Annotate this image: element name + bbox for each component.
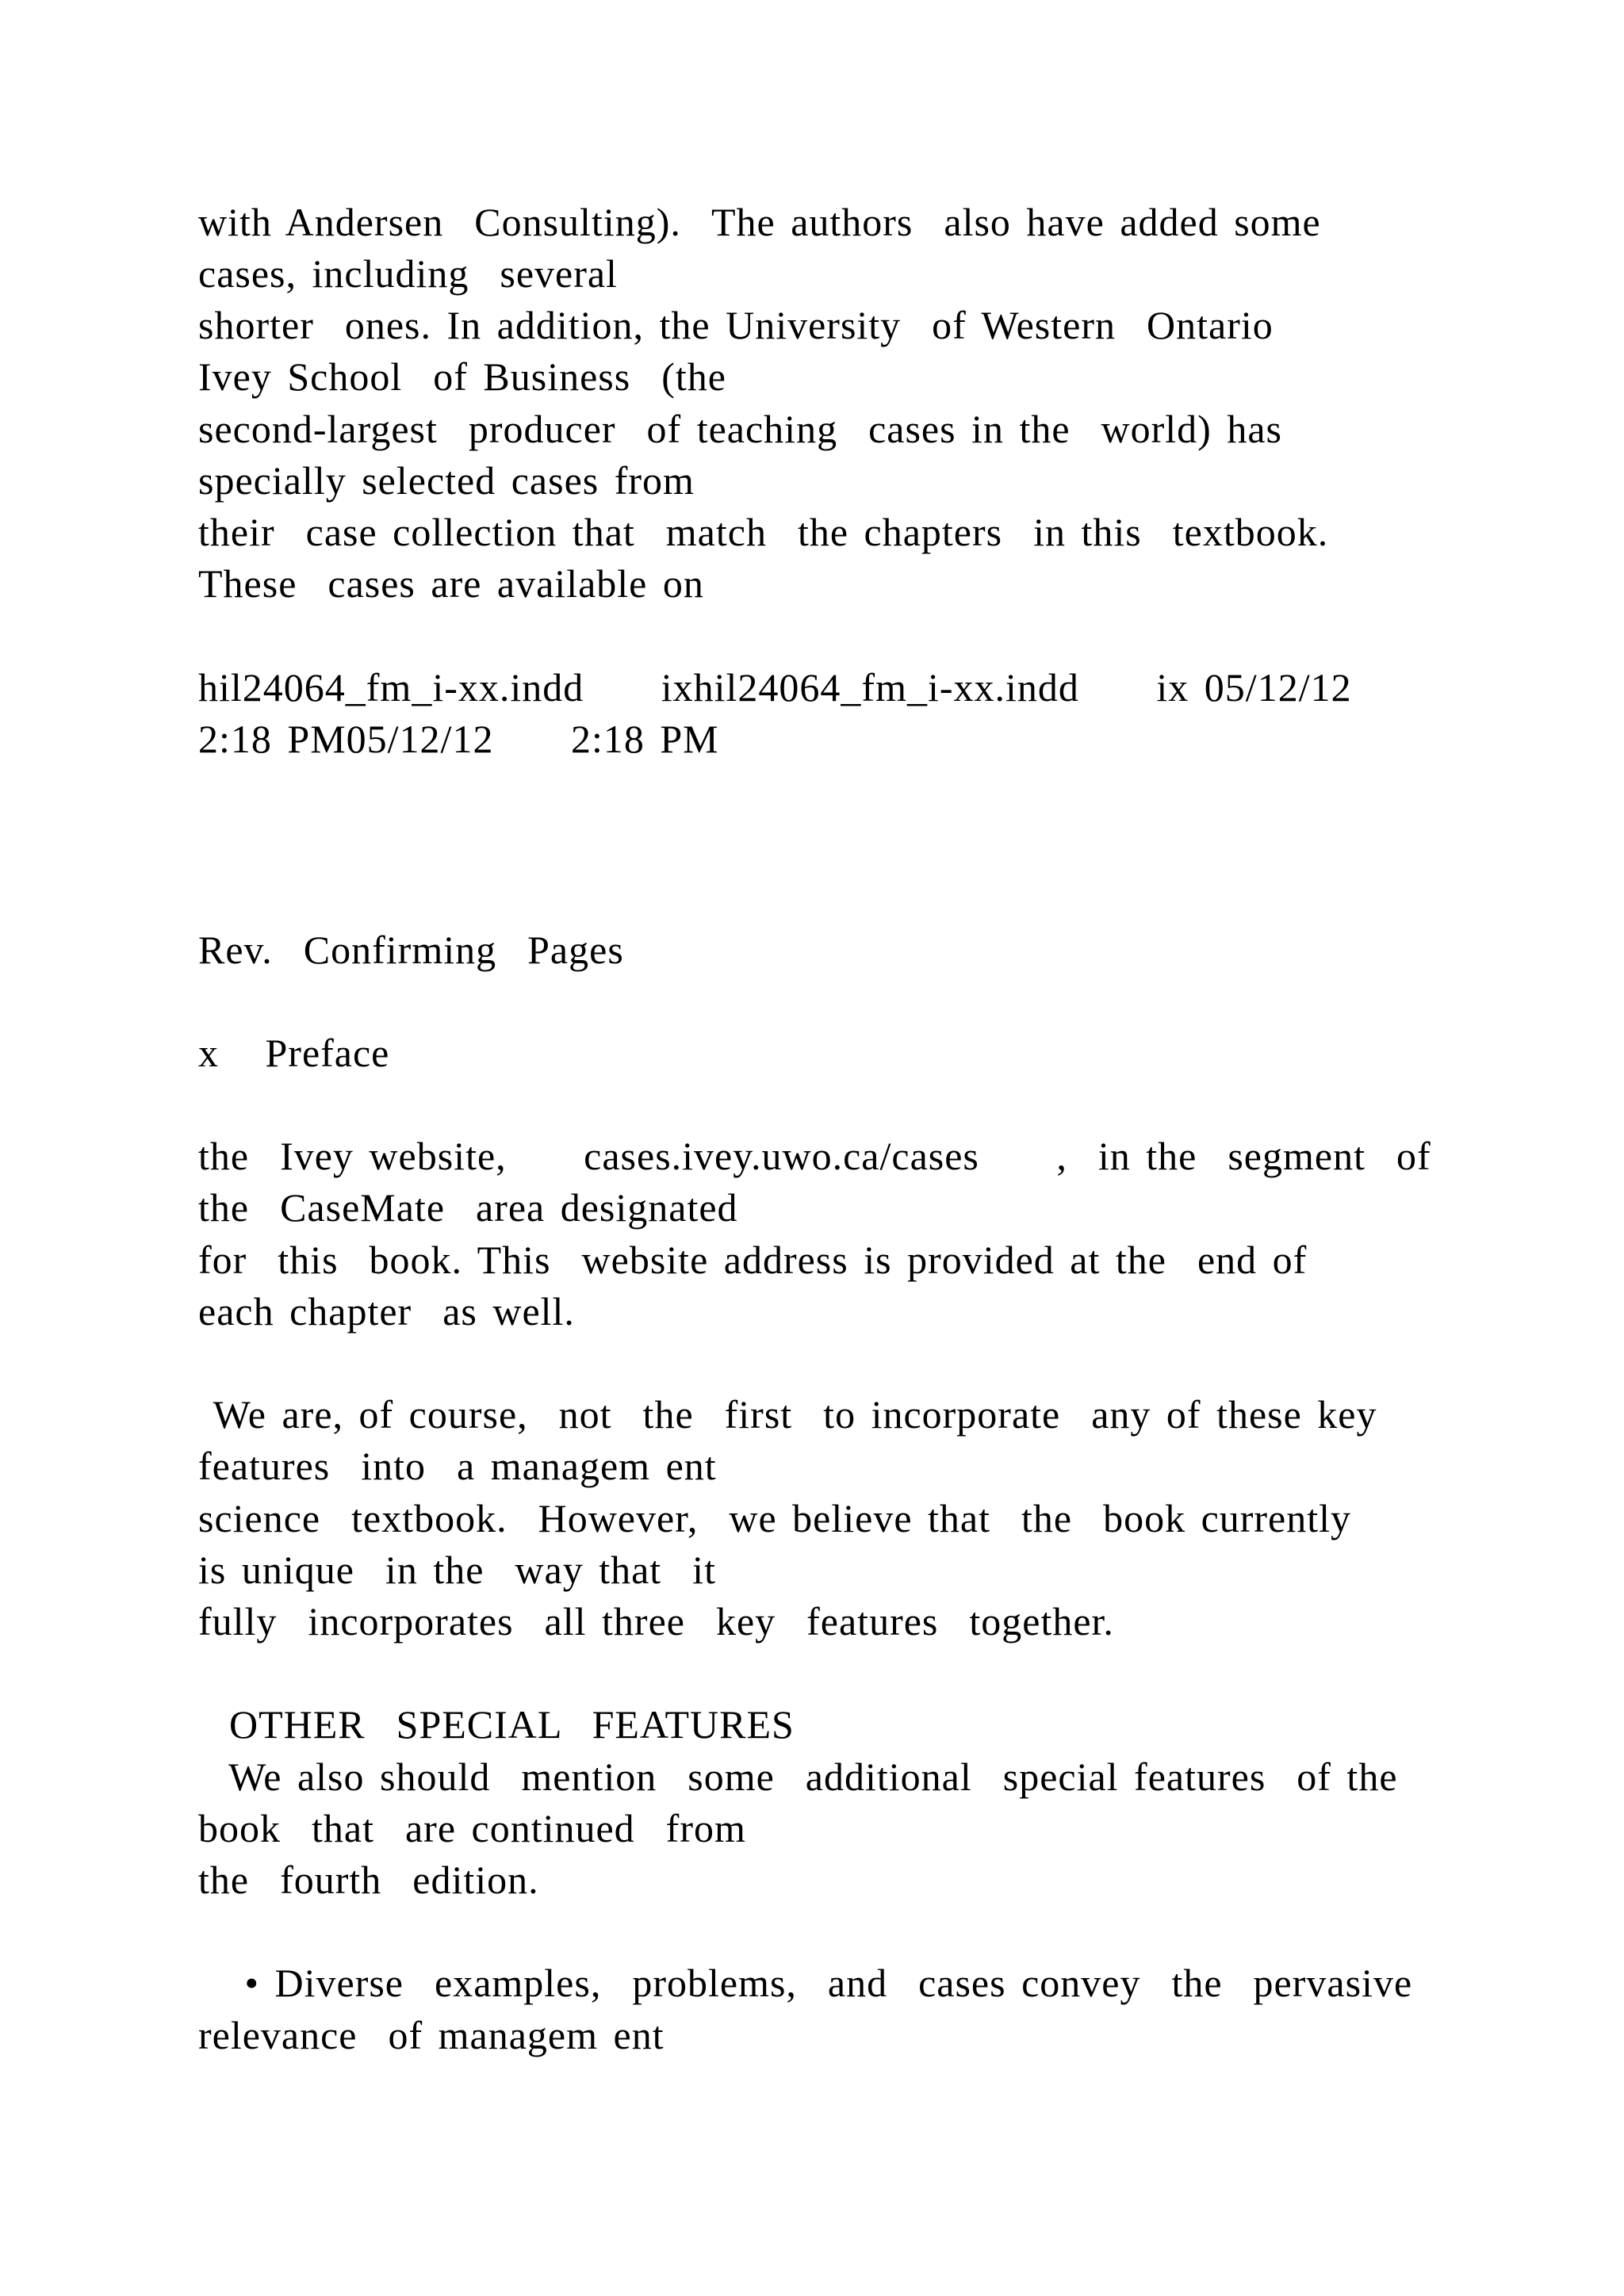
- text-line: shorter ones. In addition, the University of Western Ontario: [198, 303, 1274, 347]
- page-status-label: Rev. Confirming Pages: [198, 928, 624, 972]
- file-slug-line: 2:18 PM05/12/12 2:18 PM: [198, 717, 719, 761]
- text-line: for this book. This website address is provided at the end of: [198, 1238, 1308, 1282]
- text-line: relevance of managem ent: [198, 2013, 665, 2057]
- text-line: the Ivey website, cases.ivey.uwo.ca/cases , in the segment of: [198, 1134, 1431, 1178]
- bullet-item: • Diverse examples, problems, and cases convey the pervasive: [198, 1961, 1413, 2005]
- text-line: We also should mention some additional special features of the: [198, 1755, 1398, 1799]
- text-line: Ivey School of Business (the: [198, 354, 726, 399]
- text-line: specially selected cases from: [198, 458, 695, 503]
- text-line: book that are continued from: [198, 1806, 746, 1850]
- text-line: their case collection that match the chapters in this textbook.: [198, 510, 1329, 554]
- text-line: These cases are available on: [198, 561, 704, 606]
- text-line: each chapter as well.: [198, 1289, 575, 1334]
- section-heading: OTHER SPECIAL FEATURES: [198, 1702, 795, 1747]
- text-line: is unique in the way that it: [198, 1548, 716, 1592]
- text-line: features into a managem ent: [198, 1444, 717, 1488]
- file-slug-line: hil24064_fm_i-xx.indd ixhil24064_fm_i-xx.indd ix 05/12/12: [198, 665, 1352, 710]
- text-line: the fourth edition.: [198, 1858, 539, 1902]
- running-header: x Preface: [198, 1031, 390, 1075]
- text-line: the CaseMate area designated: [198, 1185, 738, 1230]
- text-line: fully incorporates all three key features together.: [198, 1599, 1114, 1644]
- text-line: We are, of course, not the first to incorporate any of these key: [198, 1392, 1377, 1437]
- text-line: second-largest producer of teaching cases in the world) has: [198, 407, 1282, 451]
- text-line: cases, including several: [198, 251, 618, 296]
- text-line: science textbook. However, we believe that the book currently: [198, 1496, 1352, 1540]
- text-line: with Andersen Consulting). The authors also have added some: [198, 200, 1321, 244]
